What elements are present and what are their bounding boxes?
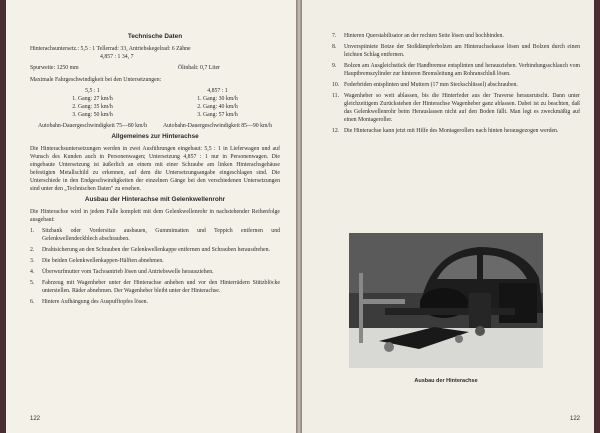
list-item: 3. Die beiden Gelenkwellenkappen-Hälften abnehmen. (30, 258, 164, 264)
tech-data-title: Technische Daten (127, 33, 183, 40)
spec-row: Hinterachsuntersetz.: 5,5 : 1 Tellerrad: 33, Antriebskegelrad: 6 Zähne (30, 46, 191, 52)
photo-caption: Ausbau der Hinterachse (414, 378, 478, 384)
removal-title: Ausbau der Hinterachse mit Gelenkwellenrohr (84, 196, 226, 203)
steps-list-left (30, 227, 280, 306)
page-number-left: 122 (30, 416, 41, 422)
spec-row-alt: 4,857 : 1 34, 7 (100, 54, 134, 60)
list-item: 2. Drahtsicherung an den Schrauben der Gelenkwellenkappe entfernen und Schrauben herausdrehen. (30, 247, 270, 253)
general-text: Die Hinterachsuntersetzungen werden in zwei Ausführungen eingebaut: 5,5 : 1 in Lieferwagen und auf Wunsch des Kunden auch in Personenwagen; Untersetzung 4,857 : 1 nur in Personenwagen. Die eingebaute Untersetzung ist äußerlich an einem mit einer Schraube am linken Hinterachsgehäuse befestigten Metallschild zu erkennen, auf dem die Untersetzungsangabe eingeschlagen sind. Die Unterschiede in den Endgeschwindigkeiten der einzelnen Gänge bei den verschiedenen Untersetzungen sind unter den „Technischen Daten" zu ersehen. (30, 146, 280, 192)
general-title: Allgemeines zur Hinterachse (111, 133, 199, 140)
right-page (302, 0, 594, 433)
list-item: 11. Wagenheber so weit ablassen, bis die Hinterfeder aus der Traverse herausrutscht. Dann unter gleichzeitigem Zurückstehen der Hinterachse Wagenheber ganz ablassen. Dabei ist zu beachten, daß das Gelenkwellenrohr beim Herauslassen nicht auf den Boden fällt. Man legt es zweckmäßig auf einen Montageroller. (332, 93, 580, 123)
left-page (6, 0, 296, 433)
max-speed-heading: Maximale Fahrgeschwindigkeit bei den Untersetzungen: (30, 77, 162, 83)
list-item: 7. Hinteren Querstabilisator an der rechten Seite lösen und hochbinden. (332, 33, 504, 39)
list-item: 8. Unverspiintete Botze der Stoßdämpferbolzen am Hinterachsekasse lösen und Bolzen durch einen leichten Schlag entfernen. (332, 44, 580, 58)
speed-col-b: 4,857 : 1 1. Gang: 30 km/h 2. Gang: 40 km/h 3. Gang: 57 km/h Autobahn-Dauergeschwindigkeit 85—90 km/h (162, 88, 273, 129)
speed-col-a: 5,5 : 1 1. Gang: 27 km/h 2. Gang: 35 km/h 3. Gang: 50 km/h Autobahn-Dauergeschwindigkeit 75—80 km/h (37, 88, 148, 129)
removal-intro: Die Hinterachse wird in jedem Falle komplett mit dem Gelenkwellenrohr in nachstehender Reihenfolge ausgebaut: (30, 209, 280, 223)
list-item: 12. Die Hinterachse kann jetzt mit Hilfe des Montagerollers nach hinten herausgezogen werden. (332, 128, 559, 134)
list-item: 1. Sitzbank oder Vordersitze ausbauen, Gummimatten und Teppich entfernen und Gelenkwellendeckblech abschrauben. (30, 228, 280, 242)
spec-row: Spurweite: 1250 mm Ölinhalt: 0,7 Liter (30, 65, 220, 71)
photo-illustration (349, 233, 543, 368)
rear-axle-removal-photo (349, 233, 543, 368)
list-item: 9. Bolzen am Ausgleichstück der Handbremse entsplinten und herausziehen. Verbindungsschlauch vom Hauptbremszylinder zur hinteren Bremsleitung am Rohranschluß lösen. (332, 63, 580, 77)
list-item: 10. Federbriden entsplinten und Muttern (17 mm Steckschlüssel) abschrauben. (332, 82, 518, 88)
list-item: 6. Hintere Aufhängung des Auspufftopfes lösen. (30, 299, 148, 305)
list-item: 5. Fahrzeug mit Wagenheber unter der Hinterachse anheben und vor den Hinterrädern Stützblöcke unterstellen. Räder abnehmen. Der Wagenheber bleibt unter der Hinterachse. (30, 280, 280, 294)
page-number-right: 122 (569, 416, 580, 422)
list-item: 4. Überwurfmutter vom Tachoantrieb lösen und Antriebswelle herausziehen. (30, 269, 214, 275)
speed-table (30, 87, 280, 130)
steps-list-right (332, 32, 580, 135)
